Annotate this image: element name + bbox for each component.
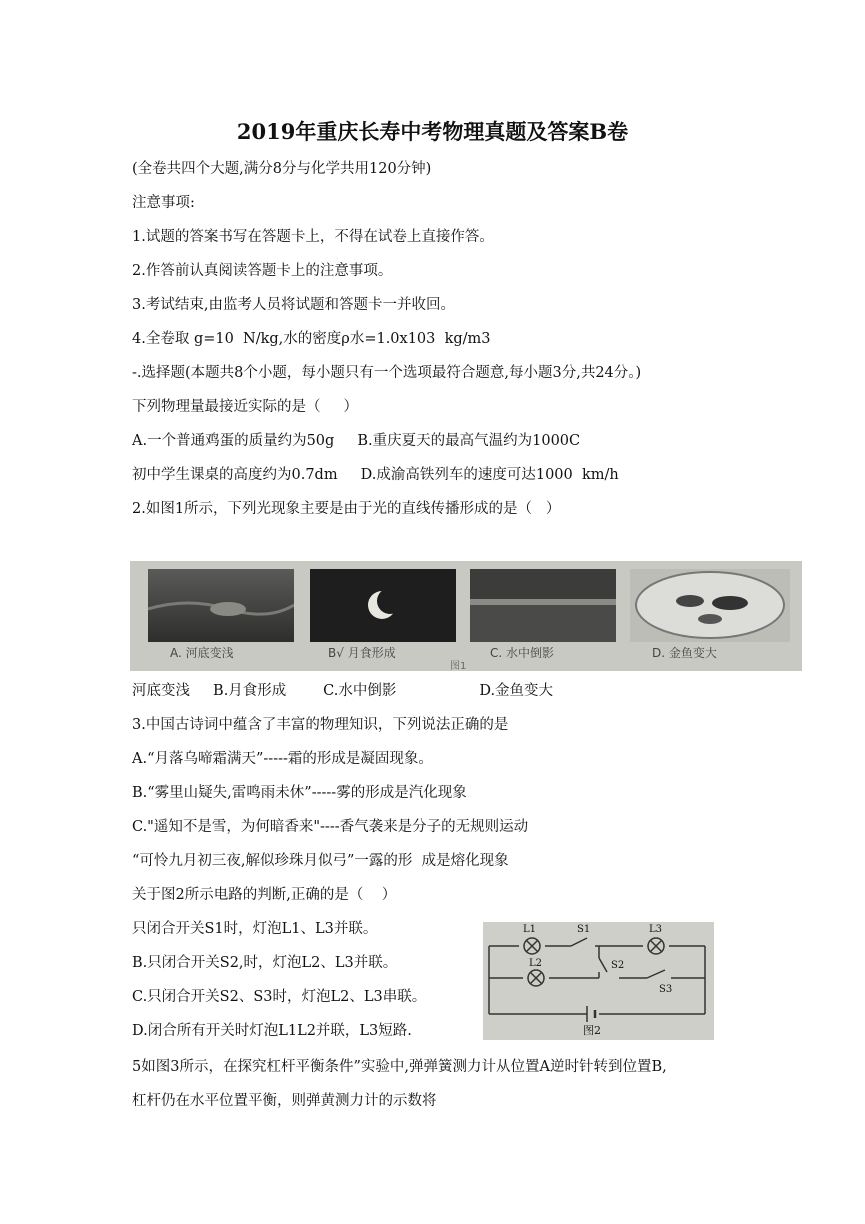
- notice-heading: 注意事项:: [132, 195, 195, 211]
- question-2-options: 河底变浅 B.月食形成 C.水中倒影 D.金鱼变大: [132, 683, 554, 699]
- notice-item-2: 2.作答前认真阅读答题卡上的注意事项。: [132, 263, 393, 279]
- goldfish-bowl-image: [630, 569, 790, 642]
- question-2: 2.如图1所示，下列光现象主要是由于光的直线传播形成的是（ ）: [132, 501, 561, 517]
- question-3: 3.中国古诗词中蕴含了丰富的物理知识，下列说法正确的是: [132, 717, 509, 733]
- label-l2: L2: [529, 958, 543, 969]
- reflection-image: [470, 569, 616, 642]
- question-1: 下列物理量最接近实际的是（ ）: [132, 399, 359, 415]
- figure-1-caption-c: C. 水中倒影: [490, 646, 555, 660]
- question-5-continued: 杠杆仍在水平位置平衡，则弹黄测力计的示数将: [132, 1093, 437, 1109]
- question-4-option-a: 只闭合开关S1时，灯泡L1、L3并联。: [132, 921, 378, 937]
- question-1-options-ab: A.一个普通鸡蛋的质量约为50g B.重庆夏天的最高气温约为1000C: [132, 433, 581, 449]
- figure-2-circuit: [483, 922, 714, 1040]
- question-3-option-c: C."遥知不是雪，为何暗香来"----香气袭来是分子的无规则运动: [132, 819, 529, 835]
- notice-item-4: 4.全卷取 g=10 N/kg,水的密度ρ水=1.0x103 kg/m3: [132, 331, 491, 347]
- eclipse-image: [310, 569, 456, 642]
- label-s2: S2: [611, 960, 625, 971]
- river-image: [148, 569, 294, 642]
- figure-1-caption-d: D. 金鱼变大: [652, 646, 717, 660]
- label-l1: L1: [523, 924, 537, 935]
- exam-note: (全卷共四个大题,满分8分与化学共用120分钟): [132, 161, 432, 177]
- section-heading: -.选择题(本题共8个小题，每小题只有一个选项最符合题意,每小题3分,共24分。): [132, 365, 642, 381]
- label-s3: S3: [659, 984, 673, 995]
- label-l3: L3: [649, 924, 663, 935]
- notice-item-1: 1.试题的答案书写在答题卡上，不得在试卷上直接作答。: [132, 229, 494, 245]
- figure-1-label: 图1: [450, 661, 467, 672]
- question-4: 关于图2所示电路的判断,正确的是（ ）: [132, 887, 397, 903]
- question-3-option-d: “可怜九月初三夜,解似珍珠月似弓”一露的形 成是熔化现象: [132, 853, 509, 869]
- question-4-option-b: B.只闭合开关S2,时，灯泡L2、L3并联。: [132, 955, 398, 971]
- question-4-option-c: C.只闭合开关S2、S3时，灯泡L2、L3串联。: [132, 989, 427, 1005]
- question-4-option-d: D.闭合所有开关时灯泡L1L2并联，L3短路.: [132, 1023, 412, 1039]
- figure-1-caption-b: B√ 月食形成: [328, 646, 396, 660]
- notice-item-3: 3.考试结束,由监考人员将试题和答题卡一并收回。: [132, 297, 455, 313]
- page-title: 2019年重庆长寿中考物理真题及答案B卷: [236, 119, 629, 144]
- figure-1: [130, 561, 802, 671]
- question-3-option-b: B.“雾里山疑失,雷鸣雨未休”-----雾的形成是汽化现象: [132, 785, 467, 801]
- question-1-options-cd: 初中学生课桌的高度约为0.7dm D.成渝高铁列车的速度可达1000 km/h: [132, 467, 619, 483]
- question-3-option-a: A.“月落乌啼霜满天”-----霜的形成是凝固现象。: [132, 751, 433, 767]
- label-s1: S1: [577, 924, 591, 935]
- question-5: 5如图3所示，在探究杠杆平衡条件”实验中,弹弹簧测力计从位置A逆时针转到位置B,: [132, 1059, 667, 1075]
- figure-2-caption: 图2: [583, 1024, 601, 1037]
- figure-1-caption-a: A. 河底变浅: [170, 646, 234, 660]
